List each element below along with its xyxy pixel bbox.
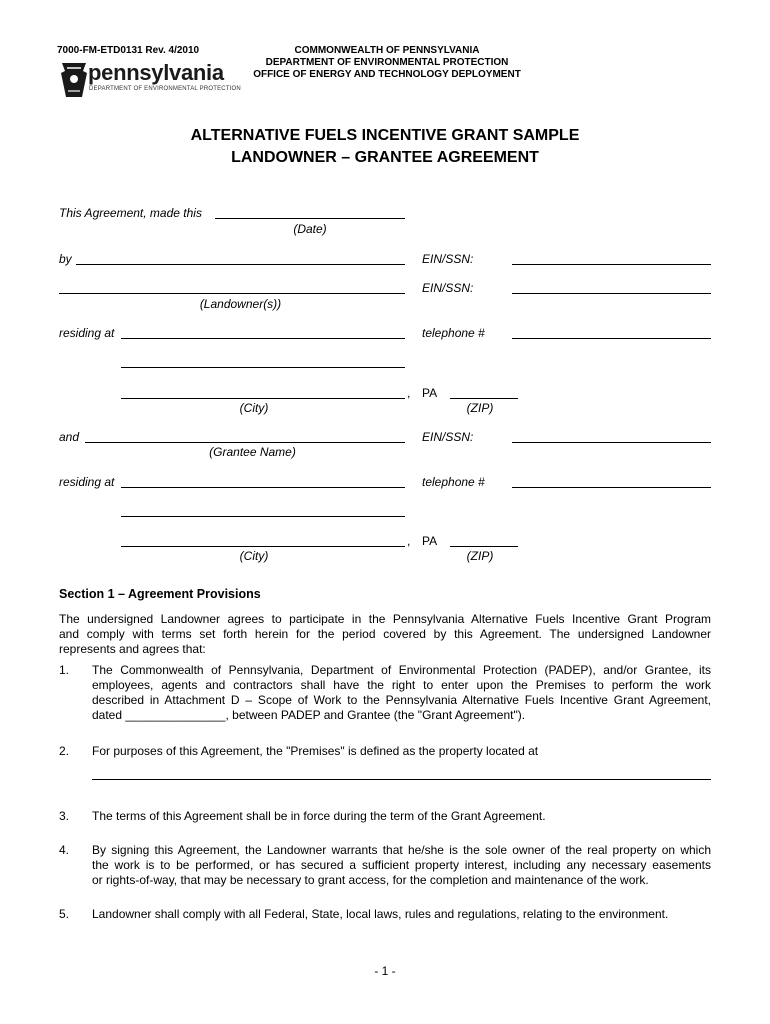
telephone-field-2[interactable] — [512, 487, 711, 488]
date-field[interactable] — [215, 218, 405, 219]
zip-caption-1: (ZIP) — [466, 401, 494, 415]
logo-wordmark: pennsylvania — [88, 60, 224, 85]
ein-ssn-field-2[interactable] — [512, 293, 711, 294]
item-number: 4. — [59, 843, 70, 857]
item-number: 2. — [59, 744, 70, 758]
telephone-label-1: telephone # — [422, 326, 485, 340]
item-2-line-1: For purposes of this Agreement, the "Premises" is defined as the property located at — [92, 744, 539, 758]
grantee-address-field-2[interactable] — [121, 516, 405, 517]
residing-at-label-1: residing at — [59, 326, 115, 340]
agency-line-1: COMMONWEALTH OF PENNSYLVANIA — [294, 45, 480, 56]
ein-ssn-field-3[interactable] — [512, 442, 711, 443]
grantee-city-field[interactable] — [121, 546, 405, 547]
keystone-icon — [59, 59, 89, 99]
landowner-name-field-2[interactable] — [59, 293, 405, 294]
landowner-city-field[interactable] — [121, 398, 405, 399]
item-1-line-4: dated _______________, between PADEP and Grantee (the "Grant Agreement"). — [92, 708, 526, 722]
telephone-field-1[interactable] — [512, 338, 711, 339]
landowner-address-field-2[interactable] — [121, 367, 405, 368]
item-4-line-2: the work is to be performed, or has secured a sufficient property interest, including any necessary easements — [92, 858, 711, 872]
ein-ssn-label-1: EIN/SSN: — [422, 252, 474, 266]
landowner-name-field-1[interactable] — [76, 264, 405, 265]
grantee-name-field[interactable] — [85, 442, 405, 443]
agreement-made-label: This Agreement, made this — [59, 206, 202, 220]
grantee-address-field-1[interactable] — [121, 487, 405, 488]
item-number: 5. — [59, 907, 70, 921]
section-heading: Section 1 – Agreement Provisions — [59, 587, 261, 601]
landowner-address-field-1[interactable] — [121, 338, 405, 339]
grantee-caption: (Grantee Name) — [209, 445, 296, 459]
ein-ssn-field-1[interactable] — [512, 264, 711, 265]
landowner-zip-field[interactable] — [450, 398, 518, 399]
list-item — [92, 744, 711, 759]
city-caption-1: (City) — [239, 401, 269, 415]
agency-line-2: DEPARTMENT OF ENVIRONMENTAL PROTECTION — [265, 57, 509, 68]
intro-line-3: represents and agrees that: — [59, 642, 206, 656]
item-number: 1. — [59, 663, 70, 677]
pa-label-2: PA — [422, 534, 438, 548]
document-title-line-2: LANDOWNER – GRANTEE AGREEMENT — [231, 149, 539, 166]
comma-2: , — [407, 534, 411, 548]
list-item — [92, 663, 711, 723]
residing-at-label-2: residing at — [59, 475, 115, 489]
item-3-line-1: The terms of this Agreement shall be in force during the term of the Grant Agreement. — [92, 809, 546, 823]
premises-field[interactable] — [92, 779, 711, 780]
date-caption: (Date) — [293, 222, 327, 236]
item-1-line-3: described in Attachment D – Scope of Work to the Pennsylvania Alternative Fuels Incentive Grant Agreement, — [92, 693, 711, 707]
comma-1: , — [407, 386, 411, 400]
agency-block — [252, 45, 522, 81]
item-number: 3. — [59, 809, 70, 823]
landowner-caption: (Landowner(s)) — [199, 297, 282, 311]
item-1-line-2: employees, agents and contractors shall have the right to enter upon the Premises to perform the work — [92, 678, 711, 692]
form-number: 7000-FM-ETD0131 Rev. 4/2010 — [57, 45, 200, 56]
by-label: by — [59, 252, 72, 266]
document-title-line-1: ALTERNATIVE FUELS INCENTIVE GRANT SAMPLE — [190, 127, 580, 144]
intro-line-1: The undersigned Landowner agrees to participate in the Pennsylvania Alternative Fuels Incentive Grant Program — [59, 612, 711, 626]
zip-caption-2: (ZIP) — [466, 549, 494, 563]
item-5-line-1: Landowner shall comply with all Federal, State, local laws, rules and regulations, relating to the environment. — [92, 907, 669, 921]
ein-ssn-label-2: EIN/SSN: — [422, 281, 474, 295]
item-4-line-1: By signing this Agreement, the Landowner warrants that he/she is the sole owner of the real property on which — [92, 843, 711, 857]
section-intro — [59, 612, 711, 657]
pa-label-1: PA — [422, 386, 438, 400]
item-1-line-1: The Commonwealth of Pennsylvania, Department of Environmental Protection (PADEP), and/or Grantee, its — [92, 663, 711, 677]
logo-subtitle: DEPARTMENT OF ENVIRONMENTAL PROTECTION — [89, 86, 241, 92]
intro-line-2: and comply with terms set forth herein for the period covered by this Agreement. The undersigned Landowner — [59, 627, 711, 641]
agency-line-3: OFFICE OF ENERGY AND TECHNOLOGY DEPLOYMENT — [253, 69, 521, 80]
page-number: - 1 - — [374, 964, 396, 978]
list-item — [92, 907, 711, 922]
item-4-line-3: or rights-of-way, that may be necessary to grant access, for the completion and maintenance of the work. — [92, 873, 649, 887]
city-caption-2: (City) — [239, 549, 269, 563]
list-item — [92, 809, 711, 824]
and-label: and — [59, 430, 80, 444]
grantee-zip-field[interactable] — [450, 546, 518, 547]
ein-ssn-label-3: EIN/SSN: — [422, 430, 474, 444]
list-item — [92, 843, 711, 888]
telephone-label-2: telephone # — [422, 475, 485, 489]
